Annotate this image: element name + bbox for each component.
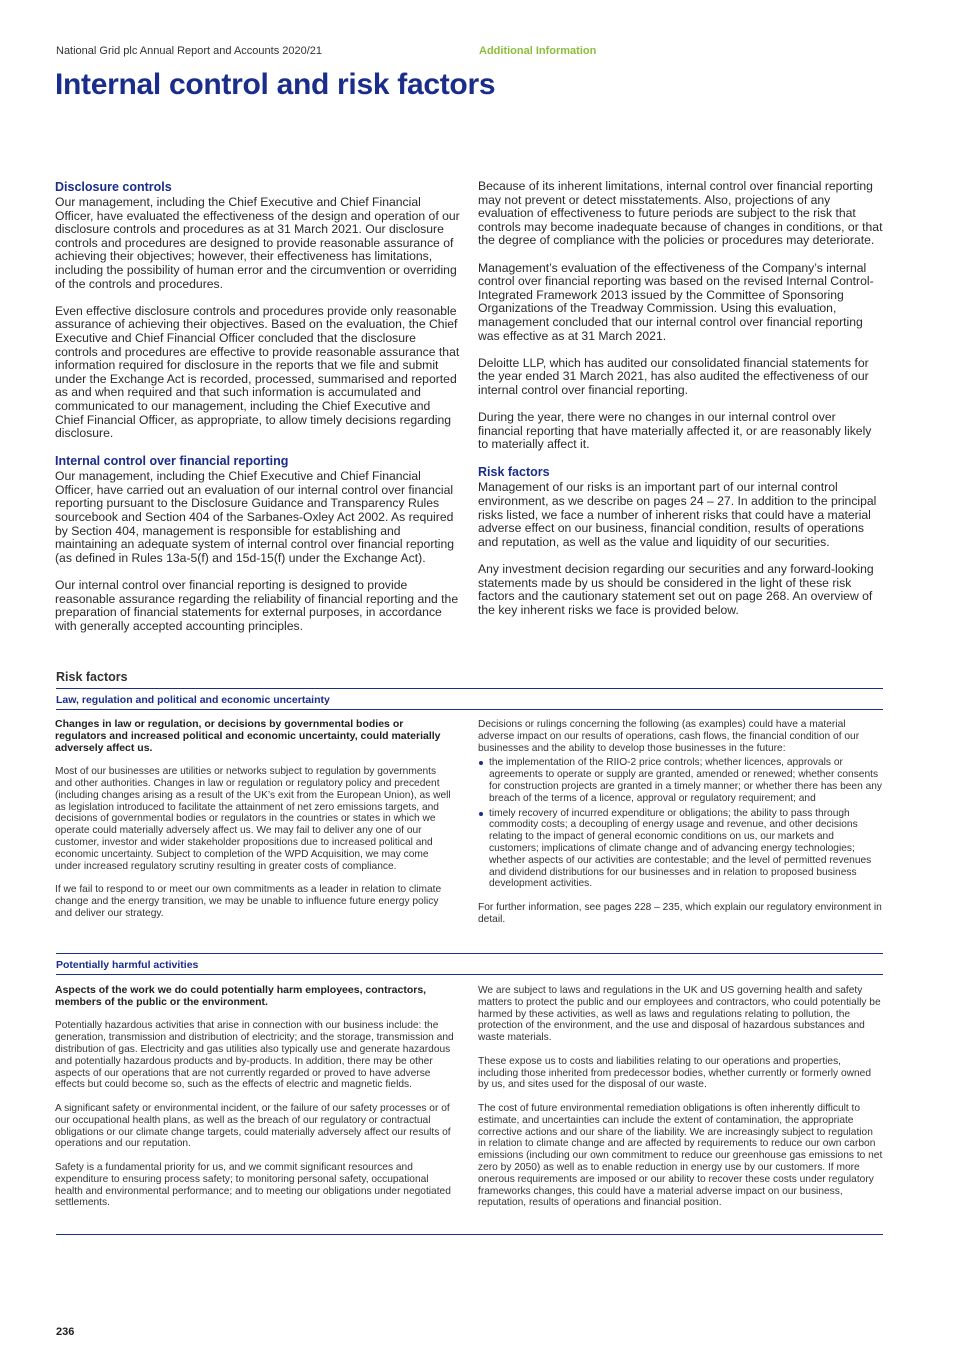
- risk-factors-heading: Risk factors: [478, 465, 550, 480]
- law-regulation-further-info: For further information, see pages 228 – 235, which explain our regulatory environment in detail.: [478, 901, 882, 925]
- harmful-activities-left-p3: Safety is a fundamental priority for us, and we commit significant resources and expenditure to ensuring process safety; to monitoring personal safety, occupational health and environmental performance; and to meeting our obligations under negotiated settlements.: [55, 1161, 451, 1209]
- icfr-heading: Internal control over financial reporting: [55, 454, 289, 469]
- list-item: timely recovery of incurred expenditure or obligations; the ability to pass through commodity costs; a decoupling of energy usage and revenue, and other decisions relating to the impact of general economic conditions on us, our markets and customers; implications of climate change and of advancing energy technologies; whether aspects of our activities are contestable; and the level of permitted revenues and dividend distributions for our businesses and in relation to proposed business development activities.: [478, 808, 883, 891]
- risk-table-title: Risk factors: [56, 670, 128, 684]
- icfr-paragraph-2: Our internal control over financial reporting is designed to provide reasonable assurance regarding the reliability of financial reporting and the preparation of financial statements for external purposes, in accordance with generally accepted accounting principles.: [55, 578, 459, 633]
- no-changes-paragraph: During the year, there were no changes in our internal control over financial reporting that have materially affected it, or are reasonably likely to materially affect it.: [478, 410, 872, 452]
- risk-paragraph-1: Management of our risks is an important part of our internal control environment, as we describe on pages 24 – 27. In addition to the principal risks listed, we face a number of inherent risks that could have a material adverse effect on our business, financial condition, results of operations and reputation, as well as the value and liquidity of our securities.: [478, 480, 877, 549]
- harmful-activities-left-p2: A significant safety or environmental incident, or the failure of our safety processes or of our occupational health plans, as well as the breach of our regulatory or contractual obligations or our climate change targets, could materially adversely affect our results of operations and our reputation.: [55, 1102, 451, 1150]
- report-title: National Grid plc Annual Report and Accounts 2020/21: [56, 45, 323, 57]
- section-heading-harmful-activities: Potentially harmful activities: [56, 953, 883, 975]
- icfr-paragraph-1: Our management, including the Chief Executive and Chief Financial Officer, have carried out an evaluation of our internal control over financial reporting pursuant to the Disclosure Guidance and Transparency Rules sourcebook and Section 404 of the Sarbanes-Oxley Act 2002. As required by Section 404, management is responsible for establishing and maintaining an adequate system of internal control over financial reporting (as defined in Rules 13a-5(f) and 15d-15(f) under the Exchange Act).: [55, 469, 455, 565]
- disclosure-controls-heading: Disclosure controls: [55, 180, 172, 194]
- page-title: Internal control and risk factors: [55, 68, 496, 101]
- law-regulation-left-p2: If we fail to respond to or meet our own commitments as a leader in relation to climate change and the energy transition, we may be unable to influence future energy policy and deliver our strategy.: [55, 884, 442, 919]
- limitations-paragraph: Because of its inherent limitations, internal control over financial reporting may not prevent or detect misstatements. Also, projections of any evaluation of effectiveness to future periods are subject to the risk that controls may become inadequate because of changes in conditions, or that the degree of compliance with the policies or procedures may deteriorate.: [478, 179, 883, 248]
- auditor-paragraph: Deloitte LLP, which has audited our consolidated financial statements for the year ended 31 March 2021, has also audited the effectiveness of our internal control over financial reporting.: [478, 355, 869, 397]
- harmful-activities-lead: Aspects of the work we do could potentially harm employees, contractors, members of the public or the environment.: [55, 984, 427, 1008]
- harmful-activities-left: [55, 985, 455, 1221]
- risk-paragraph-2: Any investment decision regarding our securities and any forward-looking statements made by us should be considered in the light of these risk factors and the cautionary statement set out on page 268. An overview of the key inherent risks we face is provided below.: [478, 562, 874, 617]
- evaluation-paragraph: Management’s evaluation of the effectiveness of the Company’s internal control over financial reporting was based on the revised Internal Control-Integrated Framework 2013 issued by the Committee of Sponsoring Organizations of the Treadway Commission. Using this evaluation, management concluded that our internal control over financial reporting was effective as at 31 March 2021.: [478, 260, 874, 343]
- harmful-activities-right-p1: We are subject to laws and regulations in the UK and US governing health and safety matters to protect the public and our employees and contractors, who could potentially be harmed by these activities, as well as laws and regulations relating to pollution, the protection of the environment, and the use and disposal of hazardous substances and waste materials.: [478, 985, 881, 1044]
- right-column: [478, 180, 883, 631]
- law-regulation-lead: Changes in law or regulation, or decisions by governmental bodies or regulators and increased political and economic uncertainty, could materially adversely affect us.: [55, 718, 441, 754]
- list-item: the implementation of the RIIO-2 price controls; whether licences, approvals or agreements to operate or supply are granted, amended or renewed; whether consents for construction projects are granted in a timely manner; or whether there has been any breach of the terms of a licence, approval or regulatory requirement; and: [478, 757, 883, 804]
- page-number: 236: [56, 1326, 75, 1338]
- table-bottom-rule: [56, 1234, 883, 1235]
- law-regulation-bullets: [478, 757, 883, 890]
- section-label: Additional Information: [479, 45, 597, 57]
- harmful-activities-right: [478, 985, 883, 1221]
- left-column: [55, 180, 460, 647]
- law-regulation-right: [478, 719, 883, 937]
- law-regulation-intro: Decisions or rulings concerning the following (as examples) could have a material adverse impact on our results of operations, cash flows, the financial condition of our businesses and the ability to develop those businesses in the future:: [478, 719, 860, 754]
- section-heading-law-regulation: Law, regulation and political and economic uncertainty: [56, 688, 883, 710]
- disclosure-paragraph-1: Our management, including the Chief Executive and Chief Financial Officer, have evaluated the effectiveness of the design and operation of our disclosure controls and procedures as at 31 March 2021. Our disclosure controls and procedures are designed to provide reasonable assurance of achieving their objectives; however, their effectiveness has limitations, including the possibility of human error and the circumvention or overriding of the controls and procedures.: [55, 195, 460, 291]
- law-regulation-left: [55, 719, 455, 931]
- harmful-activities-right-p2: These expose us to costs and liabilities relating to our operations and properties, including those inherited from predecessor bodies, whether currently or formerly owned by us, and sites used for the disposal of our waste.: [478, 1055, 871, 1091]
- harmful-activities-left-p1: Potentially hazardous activities that arise in connection with our business include: the generation, transmission and distribution of electricity; and the storage, transmission and distribution of gas. Electricity and gas utilities also typically use and generate hazardous and potentially hazardous products and by-products. In addition, there may be other aspects of our operations that are not currently regarded or proved to have adverse effects but could become so, such as the effects of electric and magnetic fields.: [55, 1020, 454, 1091]
- law-regulation-left-p1: Most of our businesses are utilities or networks subject to regulation by governments and other authorities. Changes in law or regulation or regulatory policy and precedent (including changes arising as a result of the UK’s exit from the European Union), as well as legislation introduced to facilitate the attainment of net zero emissions targets, and decisions of governmental bodies or regulators in the countries or states in which we operate could materially adversely affect us. We may fail to deliver any one of our customer, investor and wider stakeholder propositions due to increased political and economic uncertainty. Subject to completion of the WPD Acquisition, we may come under increased regulatory scrutiny resulting in greater costs of compliance.: [55, 766, 451, 872]
- harmful-activities-right-p3: The cost of future environmental remediation obligations is often inherently difficult to estimate, and uncertainties can include the extent of contamination, the appropriate corrective actions and our share of the liability. We are increasingly subject to regulation in relation to climate change and are affected by requirements to reduce our own carbon emissions (including our own commitment to reduce our greenhouse gas emissions to net zero by 2050) as well as to enable reduction in energy use by our customers. If more onerous requirements are imposed or our ability to recover these costs under regulatory frameworks changes, this could have a material adverse impact on our business, reputation, results of operations and financial position.: [478, 1102, 883, 1209]
- disclosure-paragraph-2: Even effective disclosure controls and procedures provide only reasonable assurance of achieving their objectives. Based on the evaluation, the Chief Executive and Chief Financial Officer concluded that the disclosure controls and procedures are effective to provide reasonable assurance that information required for disclosure in the reports that we file and submit under the Exchange Act is recorded, processed, summarised and reported as and when required and that such information is accumulated and communicated to our management, including the Chief Executive and Chief Financial Officer, as appropriate, to allow timely decisions regarding disclosure.: [55, 303, 460, 441]
